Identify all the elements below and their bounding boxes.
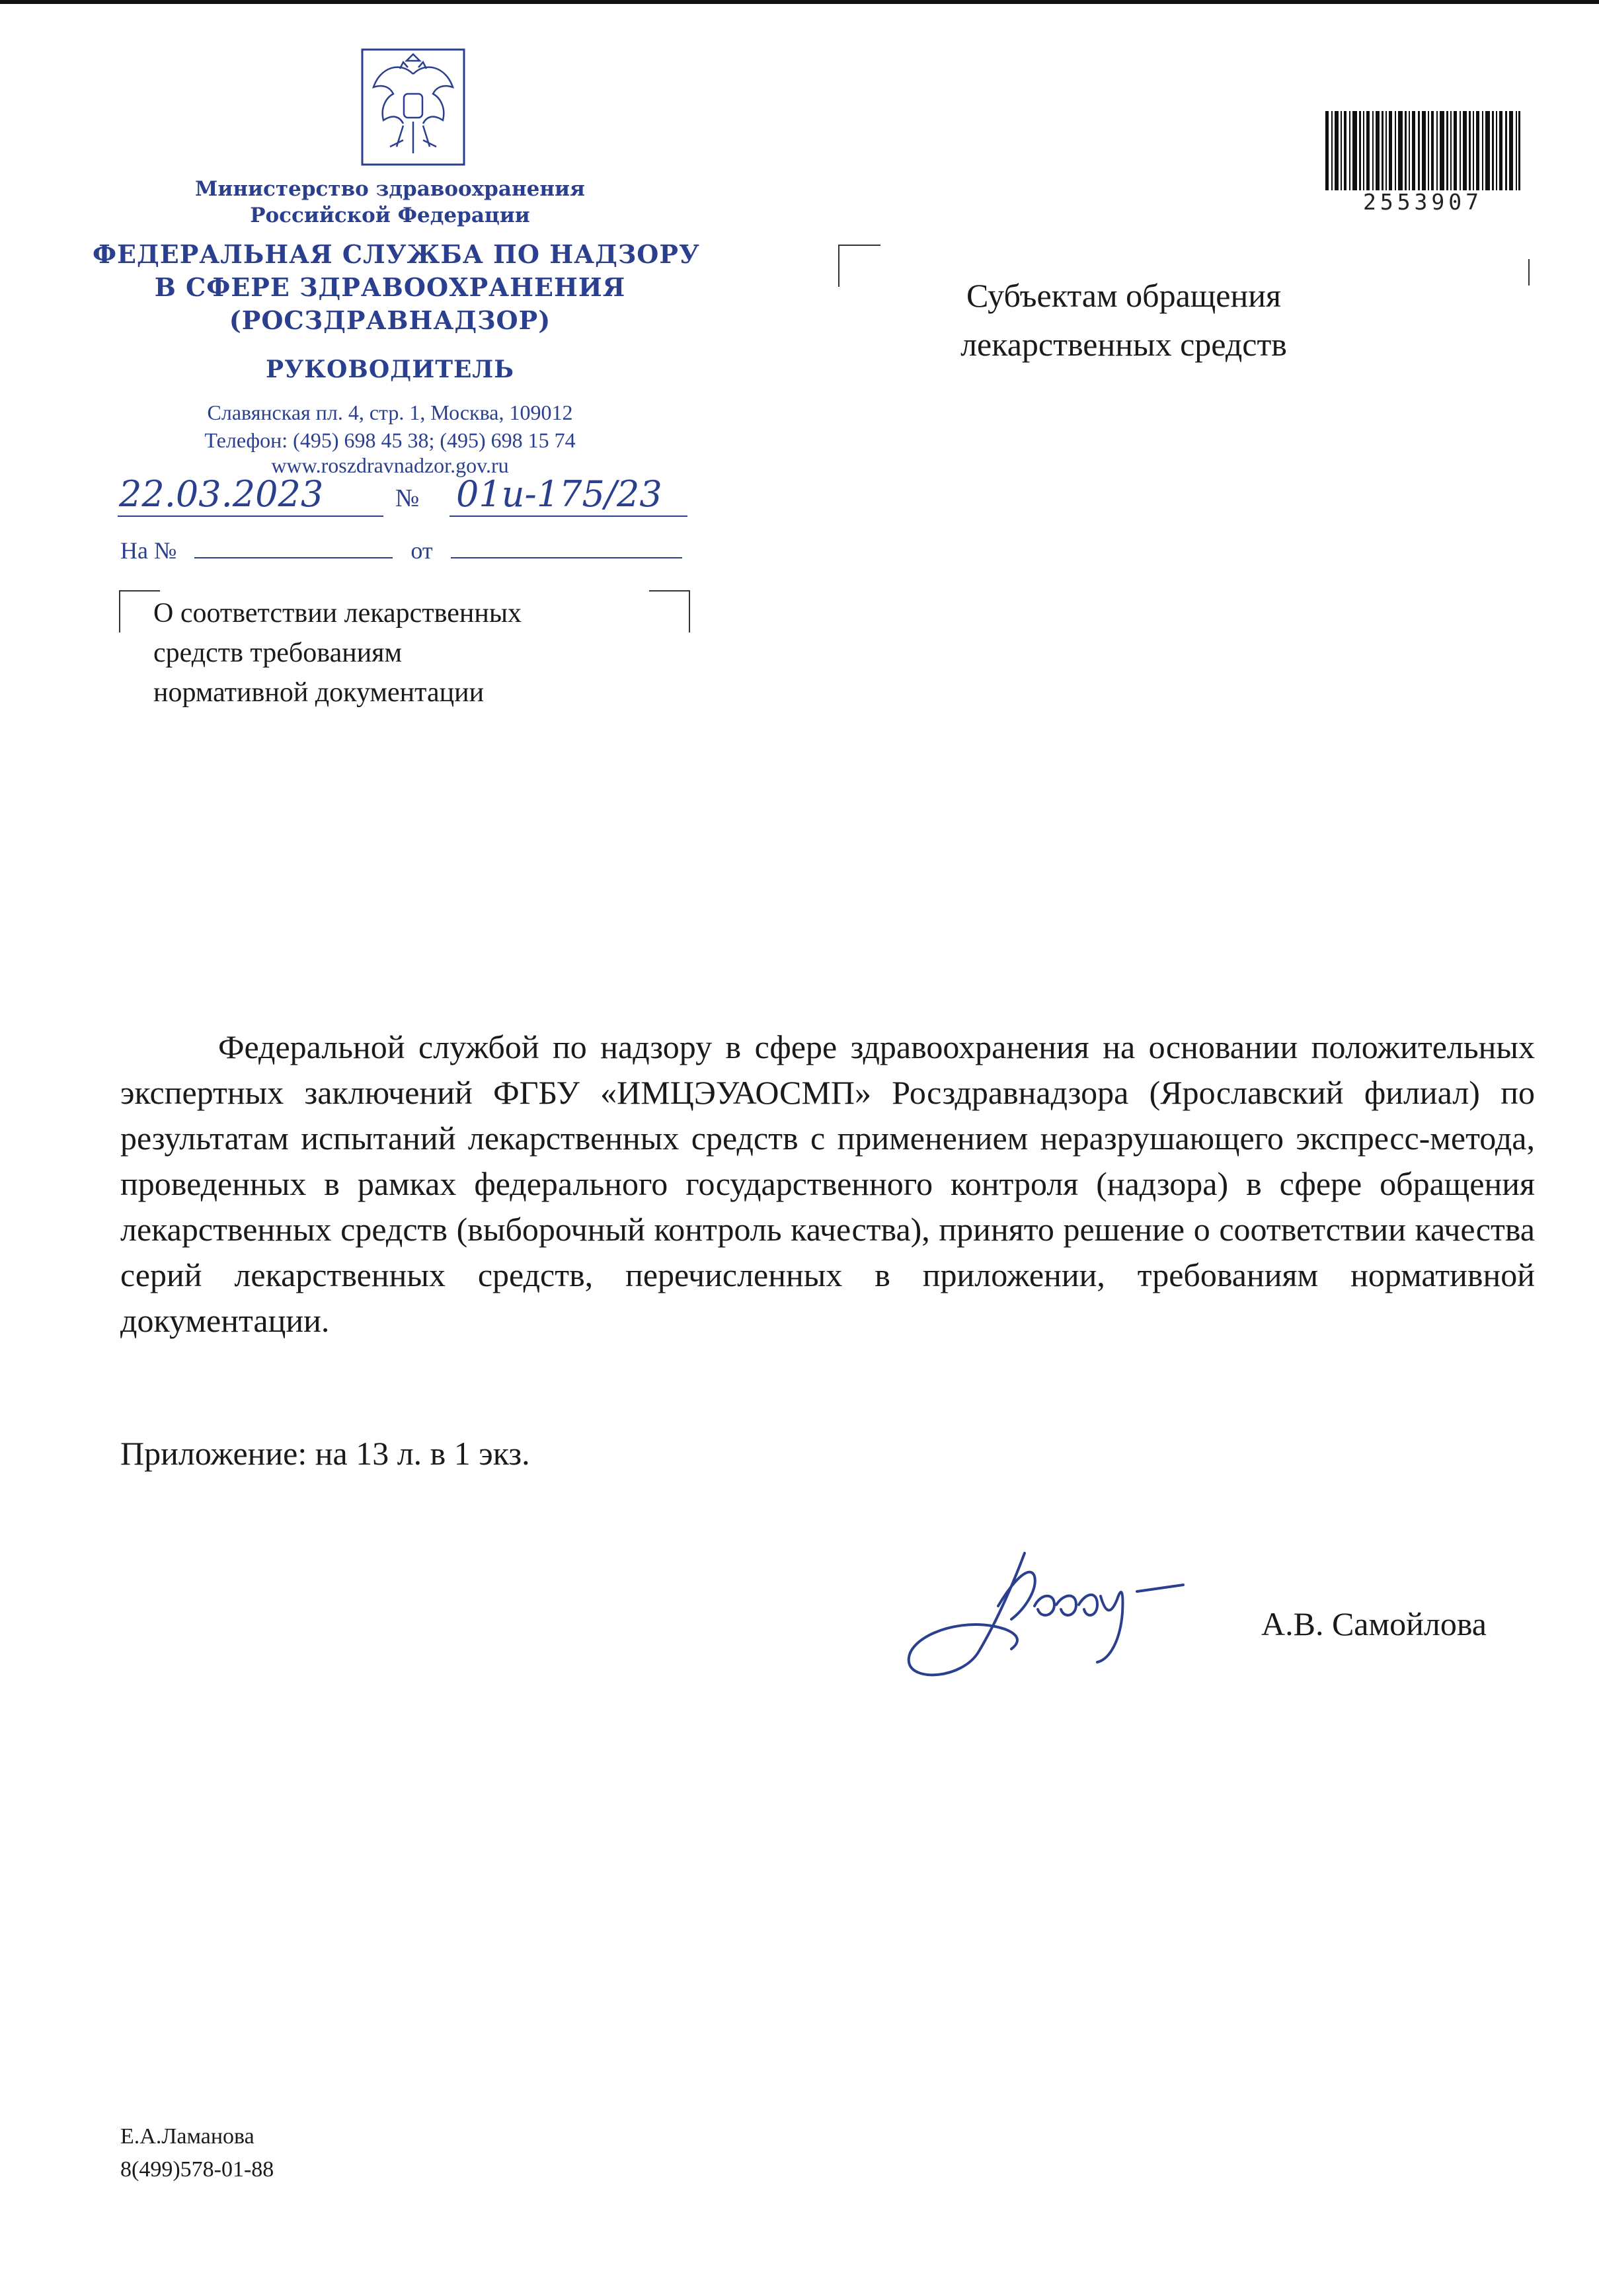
reply-reference-line	[120, 537, 682, 564]
body-paragraph: Федеральной службой по надзору в сфере здравоохранения на основании положительных экспертных заключений ФГБУ «ИМЦЭУАОСМП» Росздравнадзора (Ярославский филиал) по результатам испытаний лекарственных средств с применением неразрушающего экспресс-метода, проведенных в рамках федерального государственного контроля (надзора) в сфере обращения лекарственных средств (выборочный контроль качества), принято решение о соответствии качества серий лекарственных средств, перечисленных в приложении, требованиям нормативной документации.	[120, 1028, 1535, 1339]
addressee-line-1: Субъектам обращения	[966, 277, 1281, 314]
date-underline	[118, 516, 383, 517]
signatory-name: А.В. Самойлова	[1261, 1605, 1487, 1642]
registration-date: 22.03.2023	[119, 473, 324, 515]
executor-name: Е.А.Ламанова	[120, 2124, 254, 2149]
reply-number-blank	[194, 537, 393, 558]
service-line-3: (РОСЗДРАВНАДЗОР)	[229, 305, 551, 335]
address: Славянская пл. 4, стр. 1, Москва, 109012	[207, 401, 573, 424]
addressee-bracket-left	[838, 245, 880, 287]
subject-block	[153, 593, 522, 712]
executor-block	[120, 2120, 274, 2186]
scan-top-edge	[0, 0, 1599, 4]
subject-line-3: нормативной документации	[153, 677, 485, 708]
head-title: РУКОВОДИТЕЛЬ	[266, 356, 514, 383]
phone: Телефон: (495) 698 45 38; (495) 698 15 74	[204, 428, 576, 452]
ministry-line-2: Российской Федерации	[250, 204, 530, 227]
number-underline	[449, 516, 687, 517]
reply-date-blank	[451, 537, 682, 558]
subject-bracket-right	[649, 590, 690, 632]
reply-from-label: от	[410, 537, 433, 564]
subject-line-2: средств требованиям	[153, 638, 403, 668]
addressee-line-2: лекарственных средств	[960, 326, 1287, 363]
addressee-block	[879, 271, 1368, 369]
attachment-note: Приложение: на 13 л. в 1 экз.	[120, 1435, 530, 1472]
subject-line-1: О соответствии лекарственных	[153, 598, 522, 629]
addressee-bracket-right	[1527, 259, 1530, 286]
barcode	[1325, 111, 1520, 190]
barcode-number: 2553907	[1362, 189, 1483, 215]
executor-phone: 8(499)578-01-88	[120, 2157, 274, 2182]
ministry-line-1: Министерство здравоохранения	[195, 177, 585, 201]
registration-number-label: №	[395, 484, 420, 512]
service-line-1: ФЕДЕРАЛЬНАЯ СЛУЖБА ПО НАДЗОРУ	[93, 239, 700, 269]
handwritten-signature	[899, 1527, 1243, 1699]
registration-number: 01и-175/23	[456, 473, 662, 515]
website: www.roszdravnadzor.gov.ru	[271, 453, 509, 477]
coat-of-arms-icon	[360, 48, 466, 167]
reply-number-label: На №	[120, 537, 177, 564]
service-line-2: В СФЕРЕ ЗДРАВООХРАНЕНИЯ	[154, 272, 626, 302]
